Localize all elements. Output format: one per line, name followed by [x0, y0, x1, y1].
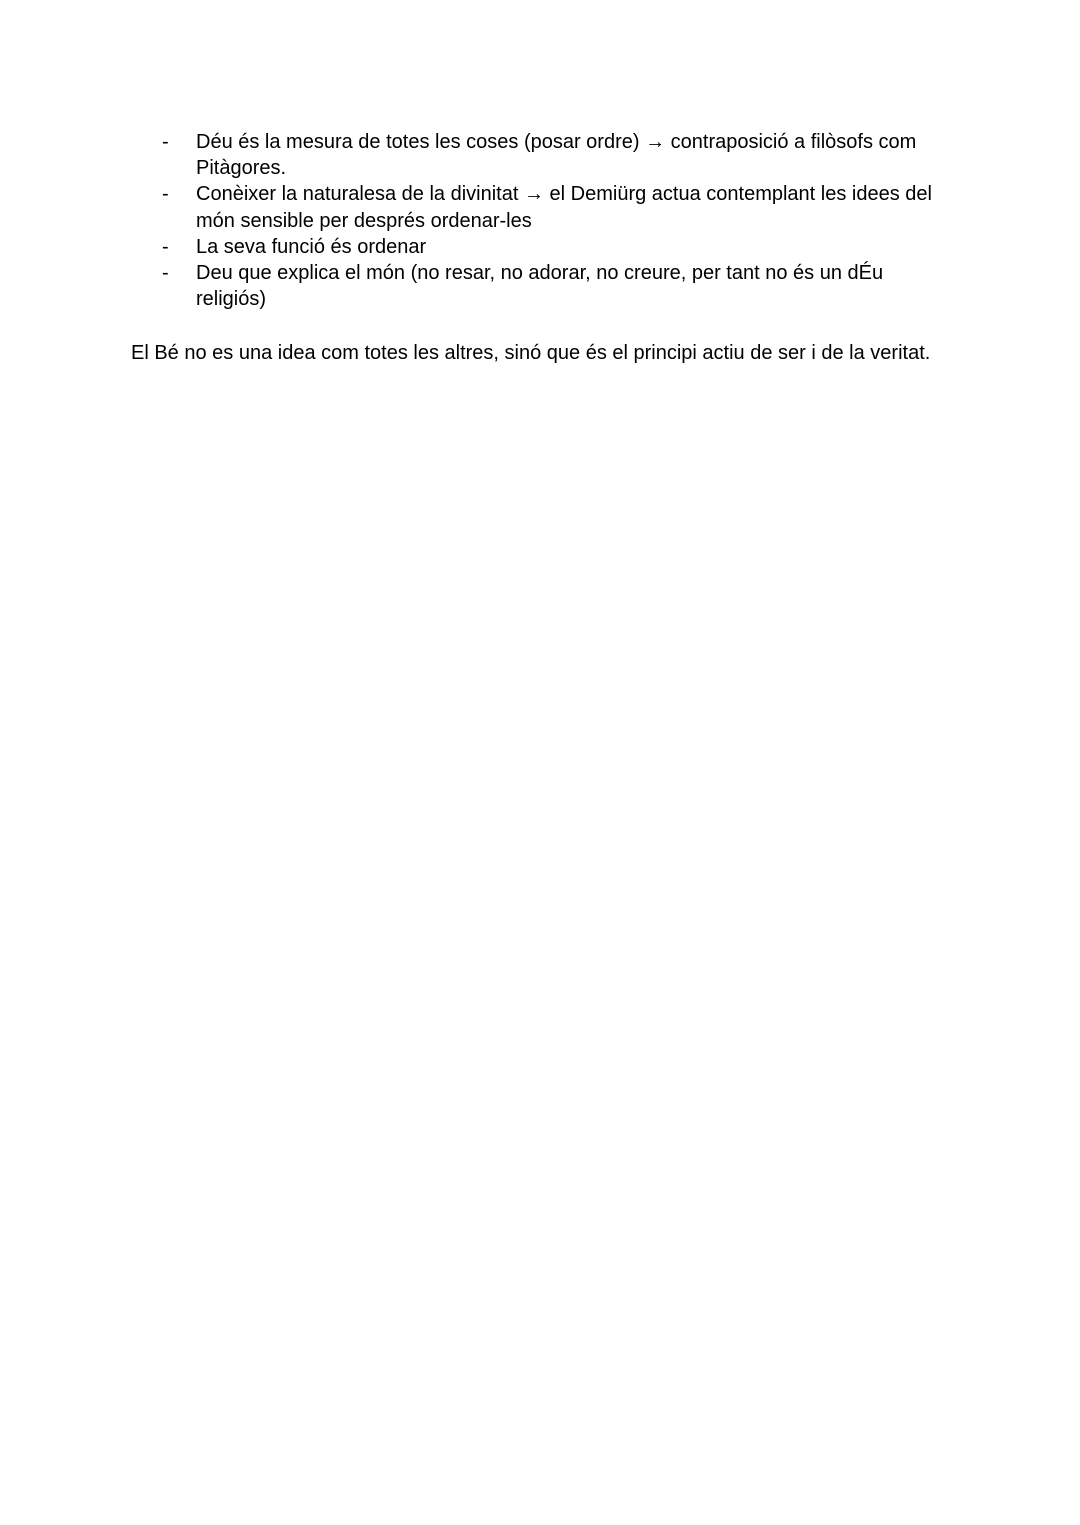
bullet-dash: -	[162, 183, 169, 206]
bullet-dash: -	[162, 131, 169, 153]
list-item-text: Déu és la mesura de totes les coses (posar ordre) → contraposició a filòsofs com Pitàgores.	[196, 131, 917, 180]
list-item	[160, 181, 950, 233]
list-item-text: La seva funció és ordenar	[196, 235, 427, 258]
body-paragraph: El Bé no es una idea com totes les altres, sinó que és el principi actiu de ser i de la veritat.	[131, 342, 931, 364]
list-item-text: Deu que explica el món (no resar, no adorar, no creure, per tant no és un dÉu religiós)	[196, 262, 884, 311]
bullet-dash: -	[162, 262, 169, 285]
list-item-text: Conèixer la naturalesa de la divinitat → el Demiürg actua contemplant les idees del món sensible per després ordenar-les	[196, 183, 932, 232]
bullet-list	[160, 129, 950, 312]
list-item	[160, 234, 950, 260]
list-item	[160, 260, 950, 312]
list-item	[160, 129, 950, 181]
bullet-dash: -	[162, 235, 169, 258]
